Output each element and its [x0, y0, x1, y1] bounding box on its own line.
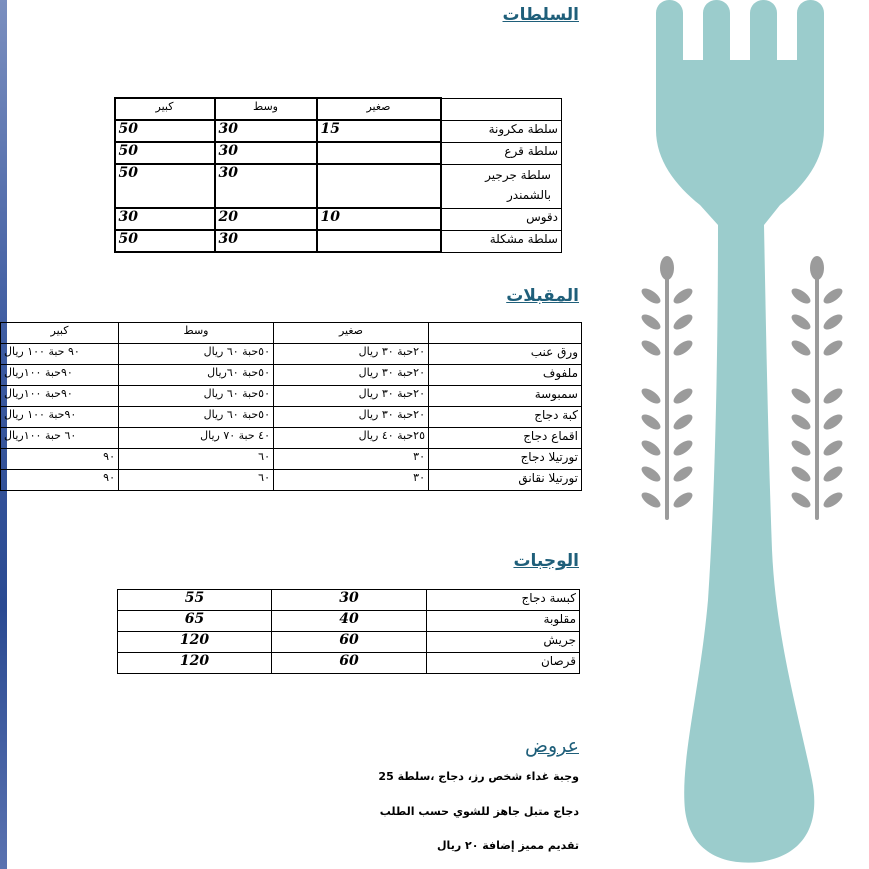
price-medium: ٦٠: [119, 449, 274, 470]
offers-title: عروض: [525, 735, 579, 757]
item-name: قرصان: [427, 653, 580, 674]
item-name: سلطة جرجير بالشمندر: [441, 164, 562, 208]
table-row: [1, 386, 582, 407]
price-medium: ٥٠حبة ٦٠ريال: [119, 365, 274, 386]
item-name: سلطة مكرونة: [441, 120, 562, 142]
price-small: ٢٠حبة ٣٠ ريال: [274, 344, 429, 365]
price-large: 50: [115, 120, 215, 142]
price-large: ٩٠: [1, 470, 119, 491]
price-small: ٣٠: [274, 449, 429, 470]
price-large: ٩٠حبة ١٠٠ريال: [1, 386, 119, 407]
price-large: ٩٠حبة ١٠٠ ريال: [1, 407, 119, 428]
price-large: 30: [115, 208, 215, 230]
price-medium: ٥٠حبة ٦٠ ريال: [119, 344, 274, 365]
price-medium: 30: [215, 230, 317, 252]
item-name: كبة دجاج: [429, 407, 582, 428]
table-cell: [441, 98, 562, 120]
table-row: [118, 611, 580, 632]
appetizers-table: [0, 322, 582, 491]
table-row: [1, 407, 582, 428]
price-small: ٢٠حبة ٣٠ ريال: [274, 407, 429, 428]
table-row: [118, 590, 580, 611]
price-small: ٢٠حبة ٣٠ ريال: [274, 386, 429, 407]
appetizers-title: المقبلات: [506, 286, 579, 306]
price-small: [317, 164, 441, 208]
item-name: ورق عنب: [429, 344, 582, 365]
price-medium: ٤٠ حبة ٧٠ ريال: [119, 428, 274, 449]
price-medium: 30: [215, 120, 317, 142]
price-medium: 60: [272, 632, 427, 653]
table-row: [115, 230, 562, 252]
table-row: [118, 632, 580, 653]
price-large: 50: [115, 230, 215, 252]
price-medium: ٥٠حبة ٦٠ ريال: [119, 386, 274, 407]
offer-line: دجاج متبل جاهز للشوي حسب الطلب: [379, 805, 579, 818]
table-row: [1, 470, 582, 491]
item-name: جريش: [427, 632, 580, 653]
price-small: ٢٠حبة ٣٠ ريال: [274, 365, 429, 386]
price-small: 15: [317, 120, 441, 142]
table-header: وسط: [215, 98, 317, 120]
price-large: 55: [118, 590, 272, 611]
table-header: كبير: [1, 323, 119, 344]
table-row: [1, 428, 582, 449]
price-medium: 40: [272, 611, 427, 632]
price-medium: 30: [215, 142, 317, 164]
price-medium: 30: [272, 590, 427, 611]
table-row: [118, 653, 580, 674]
meals-table: [117, 589, 580, 674]
meals-title: الوجبات: [513, 551, 579, 571]
leaf-sprig-left-icon: [639, 256, 695, 520]
price-large: 50: [115, 164, 215, 208]
table-row: [1, 365, 582, 386]
price-large: ٩٠: [1, 449, 119, 470]
salads-title: السلطات: [502, 5, 579, 25]
salads-table: [114, 97, 563, 253]
price-large: 120: [118, 632, 272, 653]
table-row: [1, 344, 582, 365]
item-name: دقوس: [441, 208, 562, 230]
table-row: [115, 142, 562, 164]
price-small: [317, 230, 441, 252]
price-small: ٢٥حبة ٤٠ ريال: [274, 428, 429, 449]
offer-line: وجبة غداء شخص رز، دجاج ،سلطة 25: [378, 770, 579, 783]
item-name: تورتيلا دجاج: [429, 449, 582, 470]
item-name: اقماع دجاج: [429, 428, 582, 449]
table-row: [115, 164, 562, 208]
item-name: تورتيلا نقانق: [429, 470, 582, 491]
table-row: [1, 449, 582, 470]
table-header-row: [115, 98, 562, 120]
price-large: 120: [118, 653, 272, 674]
item-name: سلطة مشكلة: [441, 230, 562, 252]
price-large: ٦٠ حبة ١٠٠ريال: [1, 428, 119, 449]
item-name: مقلوبة: [427, 611, 580, 632]
price-large: 50: [115, 142, 215, 164]
fork-icon: [656, 0, 824, 863]
offer-line: تقديم مميز إضافة ٢٠ ريال: [437, 839, 579, 852]
leaf-sprig-right-icon: [789, 256, 845, 520]
table-row: [115, 208, 562, 230]
price-large: ٩٠حبة ١٠٠ريال: [1, 365, 119, 386]
item-name: كبسة دجاج: [427, 590, 580, 611]
price-large: ٩٠ حبة ١٠٠ ريال: [1, 344, 119, 365]
price-small: 10: [317, 208, 441, 230]
price-small: [317, 142, 441, 164]
price-small: ٣٠: [274, 470, 429, 491]
table-row: [115, 120, 562, 142]
price-medium: 20: [215, 208, 317, 230]
table-header: وسط: [119, 323, 274, 344]
price-medium: 60: [272, 653, 427, 674]
table-header: صغير: [274, 323, 429, 344]
table-header-row: [1, 323, 582, 344]
price-large: 65: [118, 611, 272, 632]
item-name: ملفوف: [429, 365, 582, 386]
table-header: صغير: [317, 98, 441, 120]
item-name: سمبوسة: [429, 386, 582, 407]
item-name: سلطة قرع: [441, 142, 562, 164]
table-header: كبير: [115, 98, 215, 120]
price-medium: ٦٠: [119, 470, 274, 491]
price-medium: ٥٠حبة ٦٠ ريال: [119, 407, 274, 428]
price-medium: 30: [215, 164, 317, 208]
table-cell: [429, 323, 582, 344]
